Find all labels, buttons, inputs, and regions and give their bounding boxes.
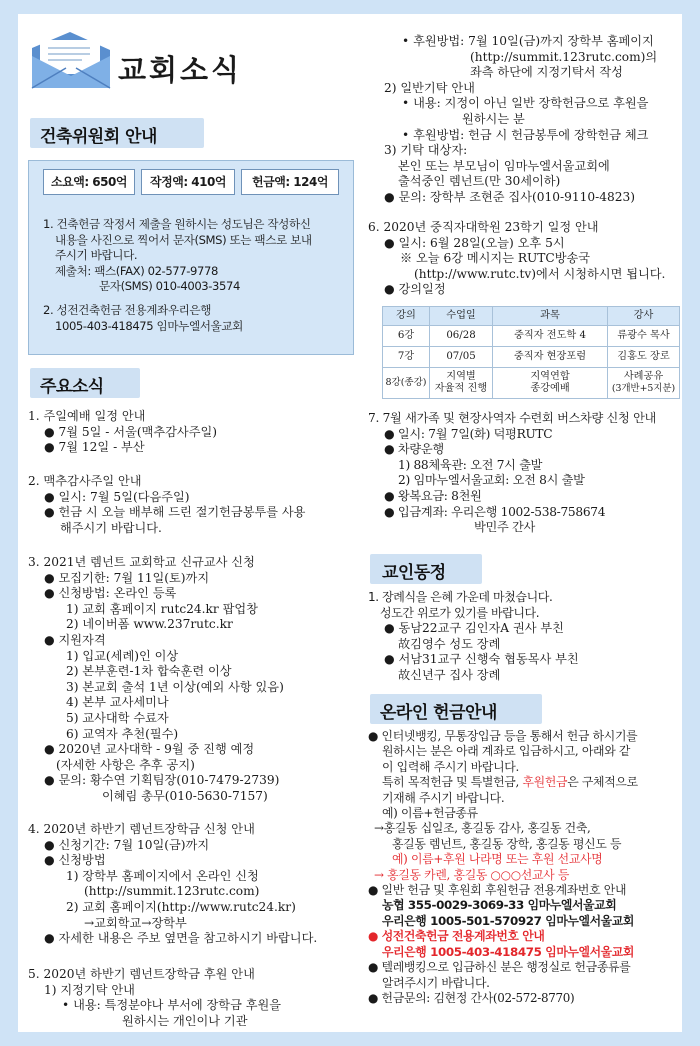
news-5-line: 1) 지정기탁 안내 bbox=[44, 982, 135, 997]
online-line bbox=[368, 775, 638, 790]
table-cell-line: 종강예배 bbox=[530, 383, 570, 394]
news-5-line: • 후원방법: 헌금 시 헌금봉투에 장학헌금 체크 bbox=[402, 127, 649, 142]
table-cell-line: 사례공유 bbox=[623, 371, 664, 382]
table-row bbox=[383, 368, 680, 399]
building-item-1-line: 내용을 사진으로 찍어서 문자(SMS) 또는 팩스로 보내 bbox=[55, 232, 312, 247]
table-cell: 류광수 목사 bbox=[608, 326, 680, 347]
building-section-title: 건축위원회 안내 bbox=[40, 127, 157, 147]
table-row bbox=[383, 347, 680, 368]
online-text: 특히 목적헌금 및 특별헌금, bbox=[382, 775, 523, 790]
online-line: ● 일반 헌금 및 후원회 후원헌금 전용계좌번호 안내 bbox=[368, 883, 627, 898]
building-item-1-line: 주시기 바랍니다. bbox=[55, 248, 138, 262]
required-amount-box: 소요액: 650억 bbox=[43, 169, 135, 195]
news-3-line: 5) 교사대학 수료자 bbox=[66, 710, 169, 725]
news-2-line: ● 헌금 시 오늘 배부해 드린 절기헌금봉투를 사용 bbox=[44, 505, 306, 520]
online-line: 원하시는 분은 아래 계좌로 입금하시고, 아래와 같 bbox=[382, 744, 631, 759]
news-6-line: ※ 오늘 6강 메시지는 RUTC방송국 bbox=[400, 251, 591, 266]
news-1-line: ● 7월 5일 - 서울(맥추감사주일) bbox=[44, 424, 217, 439]
news-5-title: 5. 2020년 하반기 렘넌트장학금 후원 안내 bbox=[28, 967, 255, 981]
news-7-line: 2) 임마누엘서울교회: 오전 8시 출발 bbox=[398, 473, 585, 488]
table-cell: 07/05 bbox=[430, 347, 493, 368]
news-item-4 bbox=[28, 822, 317, 947]
news-2-title: 2. 맥추감사주일 안내 bbox=[28, 474, 142, 488]
building-panel bbox=[28, 160, 354, 355]
table-header-cell: 강의 bbox=[383, 307, 430, 326]
online-red-text: 후원헌금 bbox=[522, 775, 568, 790]
news-3-line: (자세한 사항은 추후 공지) bbox=[56, 757, 195, 772]
envelope-icon bbox=[26, 30, 116, 90]
news-3-line: ● 신청방법: 온라인 등록 bbox=[44, 586, 177, 601]
building-account-title: ● 성전건축헌금 전용계좌번호 안내 bbox=[368, 929, 545, 944]
online-line: 예) 이름+헌금종류 bbox=[382, 806, 478, 821]
news-3-title: 3. 2021년 렘넌트 교회학교 신규교사 신청 bbox=[28, 555, 255, 569]
online-line: 이 입력해 주시기 바랍니다. bbox=[382, 759, 519, 774]
news-2-line: ● 일시: 7월 5일(다음주일) bbox=[44, 489, 190, 504]
news-item-1 bbox=[28, 409, 217, 456]
online-line: 알려주시기 바랍니다. bbox=[382, 975, 490, 990]
table-cell: 06/28 bbox=[430, 326, 493, 347]
news-item-3 bbox=[28, 555, 284, 805]
online-line: ● 헌금문의: 김현정 간사(02-572-8770) bbox=[368, 990, 575, 1005]
building-item-2-line: 2. 성전건축헌금 전용계좌우리은행 bbox=[43, 303, 212, 317]
table-cell: 중직자 전도학 4 bbox=[493, 326, 608, 347]
table-header-row bbox=[383, 307, 680, 326]
news-item-5 bbox=[28, 967, 281, 1029]
building-item-2 bbox=[43, 303, 243, 334]
news-item-7 bbox=[368, 411, 656, 536]
news-3-line: ● 지원자격 bbox=[44, 632, 106, 647]
news-5-line: 좌측 하단에 지정기탁서 작성 bbox=[470, 65, 623, 80]
news-7-title: 7. 7월 새가족 및 현장사역자 수련회 버스차량 신청 안내 bbox=[368, 411, 657, 425]
members-line: 故김영수 성도 장례 bbox=[398, 636, 501, 651]
news-6-line: ● 일시: 6월 28일(오늘) 오후 5시 bbox=[384, 235, 565, 250]
news-5-line: 원하시는 개인이나 기관 bbox=[122, 1013, 248, 1028]
table-cell: 중직자 현장포럼 bbox=[493, 347, 608, 368]
news-7-line: 1) 88체육관: 오전 7시 출발 bbox=[398, 457, 543, 472]
table-cell-line: 지역연합 bbox=[530, 371, 570, 382]
news-5-line: • 내용: 특정분야나 부서에 장학금 후원을 bbox=[62, 998, 282, 1013]
news-3-line: 1) 교회 홈페이지 rutc24.kr 팝업창 bbox=[66, 601, 258, 616]
news-3-line: 1) 입교(세례)인 이상 bbox=[66, 648, 179, 663]
online-text: 은 구체적으로 bbox=[567, 775, 638, 790]
news-4-title: 4. 2020년 하반기 렘넌트장학금 신청 안내 bbox=[28, 822, 255, 836]
pledged-amount-box: 작정액: 410억 bbox=[141, 169, 235, 195]
news-3-line: 2) 네이버폼 www.237rutc.kr bbox=[66, 617, 233, 632]
news-5-line: 3) 기탁 대상자: bbox=[384, 143, 468, 158]
news-5-line: 2) 일반기탁 안내 bbox=[384, 80, 475, 95]
news-3-line: 3) 본교회 출석 1년 이상(예외 사항 있음) bbox=[66, 679, 284, 694]
online-line: ● 텔레뱅킹으로 입금하신 분은 행정실로 헌금종류를 bbox=[368, 960, 631, 975]
main-news-title: 주요소식 bbox=[40, 377, 104, 397]
members-line: ● 서남31교구 신행숙 협동목사 부친 bbox=[384, 652, 579, 667]
news-7-line: 박민주 간사 bbox=[474, 520, 535, 535]
news-2-line: 해주시기 바랍니다. bbox=[60, 520, 162, 535]
news-3-line: ● 문의: 황수연 기획팀장(010-7479-2739) bbox=[44, 773, 280, 788]
building-item-1 bbox=[43, 217, 312, 295]
table-cell-line: 자율적 진행 bbox=[434, 383, 488, 394]
news-5-line: • 후원방법: 7월 10일(금)까지 장학부 홈페이지 bbox=[402, 34, 654, 48]
page-title: 교회소식 bbox=[118, 53, 243, 87]
news-4-line: →교회학교→장학부 bbox=[84, 915, 187, 930]
news-item-5-continued bbox=[368, 34, 657, 206]
news-5-line: • 내용: 지정이 아닌 일반 장학헌금으로 후원을 bbox=[402, 96, 649, 111]
members-content bbox=[368, 590, 579, 684]
online-red-line: → 홍길동 카렌, 홍길동 ○○○선교사 등 bbox=[374, 867, 570, 882]
table-cell: 8강(종강) bbox=[383, 368, 430, 399]
table-cell bbox=[430, 368, 493, 399]
online-line: →홍길동 십일조, 홍길동 감사, 홍길동 건축, bbox=[374, 821, 591, 836]
news-1-line: ● 7월 12일 - 부산 bbox=[44, 440, 145, 455]
news-3-line: 4) 본부 교사세미나 bbox=[66, 695, 169, 710]
sms-line: 문자(SMS) 010-4003-3574 bbox=[99, 279, 240, 293]
online-line: 홍길동 렘넌트, 홍길동 장학, 홍길동 평신도 등 bbox=[392, 836, 622, 851]
lecture-schedule-table bbox=[382, 306, 680, 399]
news-6-line: ● 강의일정 bbox=[384, 282, 446, 297]
fax-line: 제출처: 팩스(FAX) 02-577-9778 bbox=[55, 263, 218, 278]
news-4-line: 2) 교회 홈페이지(http://www.rutc24.kr) bbox=[66, 899, 296, 914]
news-4-line: ● 신청방법 bbox=[44, 853, 106, 868]
news-3-line: 6) 교역자 추천(필수) bbox=[66, 726, 179, 741]
table-header-cell: 수업일 bbox=[430, 307, 493, 326]
table-cell bbox=[608, 368, 680, 399]
table-cell: 김홍도 장로 bbox=[608, 347, 680, 368]
members-line: 성도간 위로가 있기를 바랍니다. bbox=[380, 605, 540, 620]
news-item-2 bbox=[28, 474, 305, 536]
news-5-line: 본인 또는 부모님이 임마누엘서울교회에 bbox=[398, 158, 610, 173]
table-cell bbox=[493, 368, 608, 399]
news-3-line: ● 모집기한: 7월 11일(토)까지 bbox=[44, 570, 210, 585]
members-line: 故신년구 집사 장례 bbox=[398, 667, 501, 682]
news-4-line: (http://summit.123rutc.com) bbox=[84, 884, 260, 899]
online-line: 기재해 주시기 바랍니다. bbox=[382, 790, 505, 805]
online-content bbox=[368, 729, 638, 1006]
news-5-line: (http://summit.123rutc.com)의 bbox=[470, 49, 658, 64]
news-3-line: 2) 본부훈련-1차 합숙훈련 이상 bbox=[66, 664, 232, 679]
news-1-title: 1. 주일예배 일정 안내 bbox=[28, 409, 146, 423]
news-4-line: ● 자세한 내용은 주보 옆면을 참고하시기 바랍니다. bbox=[44, 931, 318, 946]
news-4-line: 1) 장학부 홈페이지에서 온라인 신청 bbox=[66, 868, 259, 883]
members-line: 1. 장례식을 은혜 가운데 마쳤습니다. bbox=[368, 590, 553, 604]
online-line: ● 인터넷뱅킹, 무통장입금 등을 통해서 헌금 하시기를 bbox=[368, 729, 638, 743]
news-7-line: ● 차량운행 bbox=[384, 442, 444, 457]
account-line: 농협 355-0029-3069-33 임마누엘서울교회 bbox=[382, 898, 617, 913]
table-header-cell: 과목 bbox=[493, 307, 608, 326]
members-line: ● 동남22교구 김인자A 권사 부친 bbox=[384, 621, 564, 636]
news-3-line: ● 2020년 교사대학 - 9월 중 진행 예정 bbox=[44, 742, 255, 757]
news-7-line: ● 왕복요금: 8천원 bbox=[384, 488, 482, 503]
table-cell: 7강 bbox=[383, 347, 430, 368]
offered-amount-box: 헌금액: 124억 bbox=[241, 169, 339, 195]
news-5-line: ● 문의: 장학부 조현준 집사(010-9110-4823) bbox=[384, 189, 636, 204]
account-line: 우리은행 1005-501-570927 임마누엘서울교회 bbox=[382, 913, 634, 928]
news-7-line: ● 일시: 7월 7일(화) 덕평RUTC bbox=[384, 426, 553, 441]
building-item-1-line: 1. 건축헌금 작정서 제출을 원하시는 성도님은 작성하신 bbox=[43, 217, 311, 231]
building-account-line: 우리은행 1005-403-418475 임마누엘서울교회 bbox=[382, 944, 634, 959]
online-red-line: 예) 이름+후원 나라명 또는 후원 선교사명 bbox=[392, 852, 603, 867]
online-section-title: 온라인 헌금안내 bbox=[380, 703, 497, 723]
table-row bbox=[383, 326, 680, 347]
table-cell-line: (3개반+5지분) bbox=[611, 383, 676, 394]
news-6-title: 6. 2020년 중직자대학원 23학기 일정 안내 bbox=[368, 220, 599, 234]
news-5-line: 출석중인 렘넌트(만 30세이하) bbox=[398, 174, 561, 189]
news-5-line: 원하시는 분 bbox=[462, 111, 525, 126]
building-item-2-line: 1005-403-418475 임마누엘서울교회 bbox=[55, 318, 243, 333]
table-header-cell: 강사 bbox=[608, 307, 680, 326]
table-cell: 6강 bbox=[383, 326, 430, 347]
news-6-line: (http://www.rutc.tv)에서 시청하시면 됩니다. bbox=[414, 266, 666, 281]
table-cell-line: 지역별 bbox=[446, 371, 476, 382]
news-4-line: ● 신청기간: 7월 10일(금)까지 bbox=[44, 837, 210, 852]
news-7-line: ● 입금계좌: 우리은행 1002-538-758674 bbox=[384, 504, 606, 519]
news-item-6 bbox=[368, 220, 665, 298]
bulletin-sheet bbox=[18, 14, 682, 1032]
news-3-line: 이혜림 총무(010-5630-7157) bbox=[102, 788, 268, 803]
members-section-title: 교인동정 bbox=[382, 563, 446, 583]
